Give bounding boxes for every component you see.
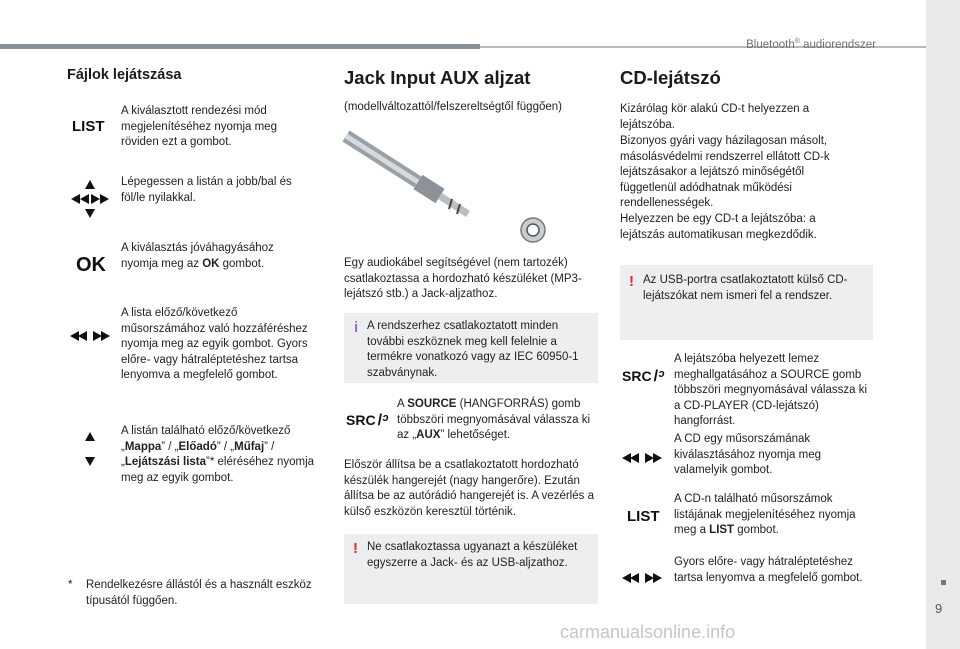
col3-item2: A CD egy műsorszámának kiválasztásához nyomja meg valamelyik gombot.	[674, 433, 822, 477]
page-number: 9	[935, 601, 943, 616]
info-icon: i	[354, 319, 359, 336]
fast-forward-rewind-icon	[620, 570, 664, 586]
side-marker	[941, 580, 946, 585]
prev-next-icon	[68, 328, 112, 344]
source-button-icon: SRC /ᵓ	[622, 368, 665, 385]
col1-title: Fájlok lejátszása	[67, 67, 182, 83]
footnote: Rendelkezésre állástól és a használt eszköz típusától függően.	[86, 579, 312, 607]
col2-subtitle: (modellváltozattól/felszereltségtől függően)	[344, 101, 562, 113]
col2-source-instruction: A SOURCE (HANGFORRÁS) gomb többszöri megnyomásával válassza ki az „AUX” lehetőséget.	[397, 398, 591, 442]
col3-para2: Bizonyos gyári vagy házilagosan másolt, másolásvédelmi rendszerrel ellátott CD-k lejátszásakor a lejátszó minőségétől függetlenül adódhatnak működési rendellenességek.	[620, 135, 830, 210]
col3-item3: A CD-n található műsorszámok listájának megjelenítéséhez nyomja meg a LIST gombot.	[674, 493, 856, 537]
col1-item3: A kiválasztás jóváhagyásához nyomja meg az OK gombot.	[121, 242, 274, 270]
col3-para1: Kizárólag kör alakú CD-t helyezzen a lejátszóba.	[620, 103, 810, 131]
up-down-arrows-icon	[82, 431, 98, 467]
col1-item5: A listán található előző/következő „Mappa” / „Előadó” / „Műfaj” / „Lejátszási lista”* eléréséhez nyomja meg az egyik gombot.	[121, 425, 315, 484]
cd-warning-text: Az USB-portra csatlakoztatott külső CD-lejátszókat nem ismeri fel a rendszer.	[643, 274, 848, 302]
col3-item1: A lejátszóba helyezett lemez meghallgatásához a SOURCE gomb többszöri megnyomásával válassza ki a CD-PLAYER (CD-lejátszó) hangforrást.	[674, 353, 868, 428]
col2-para2: Először állítsa be a csatlakoztatott hordozható készülék hangerejét (nagy hangerőre). Ezután állítsa be az autórádió hangerejét is. A vezérlés a külső eszközön keresztül történik.	[344, 459, 594, 518]
section-title: Bluetooth® audiorendszer	[746, 38, 876, 51]
warning-icon: !	[629, 273, 634, 290]
col3-item4: Gyors előre- vagy hátraléptetéshez tartsa lenyomva a megfelelő gombot.	[674, 556, 863, 584]
source-button-icon: SRC /ᵓ	[346, 412, 389, 429]
list-icon: LIST	[627, 508, 660, 525]
cd-warning-box	[620, 265, 873, 340]
col1-item4: A lista előző/következő műsorszámához való hozzáféréshez nyomja meg az egyik gombot. Gyors előre- vagy hátraléptetéshez tartsa lenyomva a megfelelő gombot.	[121, 307, 308, 382]
col1-item1: A kiválasztott rendezési mód megjelenítéséhez nyomja meg röviden ezt a gombot.	[121, 105, 277, 149]
warning-icon: !	[353, 540, 358, 557]
warning-box	[344, 534, 598, 604]
col2-title: Jack Input AUX aljzat	[344, 67, 531, 88]
col3-title: CD-lejátszó	[620, 67, 721, 88]
side-strip	[926, 0, 960, 649]
four-way-arrows-icon	[68, 177, 112, 221]
header-rule	[0, 44, 480, 49]
info-box	[344, 313, 598, 383]
watermark: carmanualsonline.info	[560, 622, 736, 642]
col2-para1: Egy audiokábel segítségével (nem tartozék) csatlakoztassa a hordozható készüléket (MP3-lejátszó stb.) a Jack-aljzathoz.	[344, 257, 582, 301]
list-icon: LIST	[72, 118, 105, 135]
col3-para3: Helyezzen be egy CD-t a lejátszóba: a lejátszás automatikusan megkezdődik.	[620, 213, 817, 241]
warning-text: Ne csatlakoztassa ugyanazt a készüléket egyszerre a Jack- és az USB-aljzathoz.	[367, 541, 578, 569]
ok-icon: OK	[76, 254, 106, 276]
info-text: A rendszerhez csatlakoztatott minden további eszköznek meg kell felelnie a termékre vonatkozó vagy az IEC 60950-1 szabványnak.	[367, 320, 579, 379]
col1-item2: Lépegessen a listán a jobb/bal és föl/le nyilakkal.	[121, 176, 292, 204]
jack-plug-illustration	[340, 130, 555, 245]
footnote-mark: *	[68, 579, 73, 591]
prev-next-icon	[620, 450, 664, 466]
